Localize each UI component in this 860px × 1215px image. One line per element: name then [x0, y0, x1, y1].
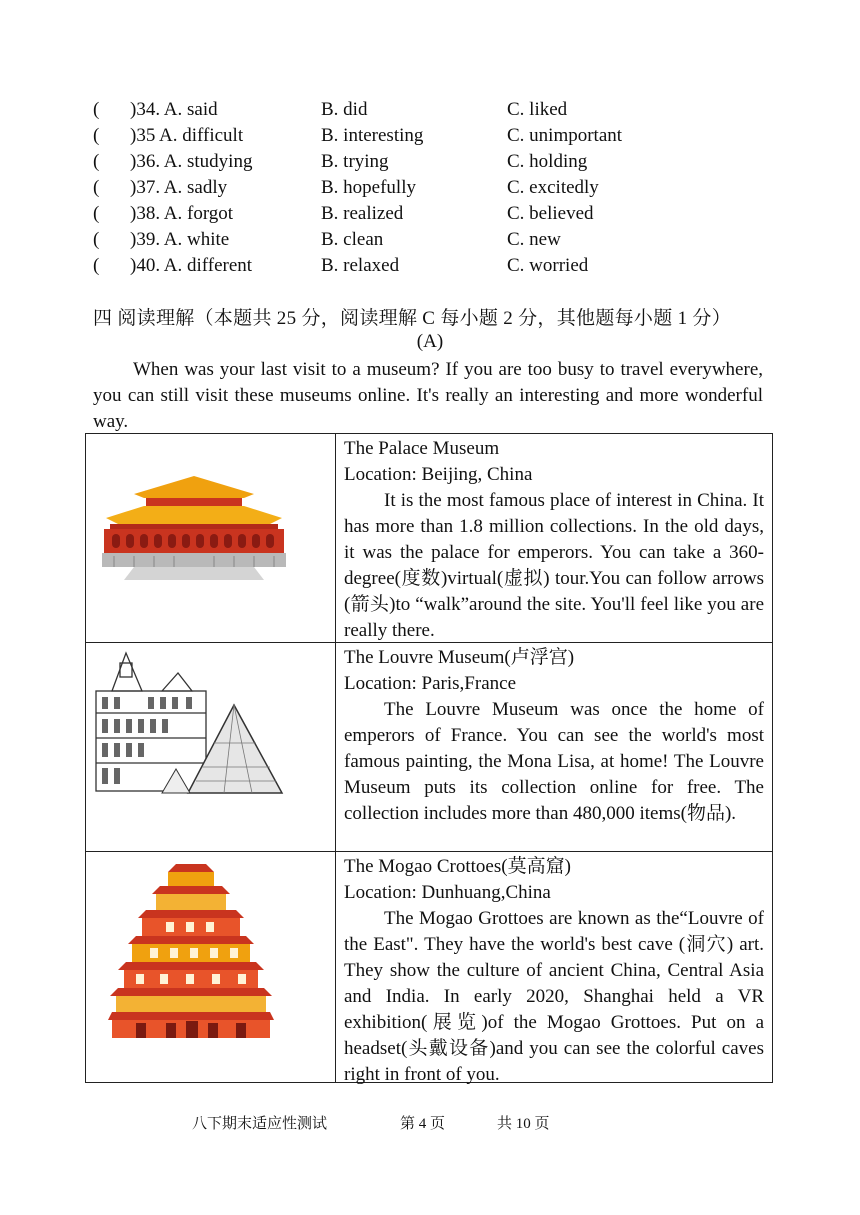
question-row	[93, 123, 793, 149]
option-a: )39. A. white	[130, 229, 230, 250]
question-row	[93, 175, 793, 201]
option-c: C. unimportant	[507, 125, 623, 146]
mogao-grottoes-pagoda-icon	[106, 860, 276, 1040]
option-b: B. trying	[321, 151, 389, 172]
option-c: C. worried	[507, 255, 589, 276]
museum-description: The Louvre Museum was once the home of emperors of France. You can see the world's most famous painting, the Mona Lisa, at home! The Louvre Museum puts its collection online for free. The collection includes more than 480,000 items(物品).	[344, 699, 764, 824]
option-a: )35 A. difficult	[130, 125, 244, 146]
museum-text	[344, 645, 764, 827]
option-b: B. realized	[321, 203, 404, 224]
option-c: C. holding	[507, 151, 588, 172]
question-row	[93, 97, 793, 123]
option-c: C. new	[507, 229, 561, 250]
palace-museum-illustration-icon	[94, 472, 294, 582]
option-b: B. did	[321, 99, 368, 120]
louvre-museum-image	[86, 643, 336, 851]
museum-text	[344, 436, 764, 644]
part-label: (A)	[416, 331, 444, 352]
question-row	[93, 149, 793, 175]
option-c: C. excitedly	[507, 177, 599, 198]
museum-row-mogao	[86, 852, 772, 1085]
option-b: B. clean	[321, 229, 384, 250]
museum-name: The Louvre Museum(卢浮宫)	[344, 647, 575, 668]
option-b: B. interesting	[321, 125, 424, 146]
option-b: B. hopefully	[321, 177, 416, 198]
question-row	[93, 253, 793, 279]
option-a: )37. A. sadly	[130, 177, 228, 198]
museum-name: The Mogao Crottoes(莫高窟)	[344, 856, 571, 877]
museum-location: Location: Dunhuang,China	[344, 882, 551, 903]
test-name: 八下期末适应性测试	[192, 1116, 328, 1132]
answer-blank: (	[93, 125, 100, 146]
question-row	[93, 201, 793, 227]
question-row	[93, 227, 793, 253]
museum-row-palace	[86, 434, 772, 643]
option-a: )34. A. said	[130, 99, 218, 120]
option-b: B. relaxed	[321, 255, 400, 276]
museum-description: It is the most famous place of interest in China. It has more than 1.8 million collections. In the old days, it was the palace for emperors. You can take a 360-degree(度数)virtual(虚拟) tour.You can follow arrows (箭头)to “walk”around the site. You'll feel like you are really there.	[344, 490, 764, 641]
option-a: )38. A. forgot	[130, 203, 234, 224]
section-title: 四 阅读理解（本题共 25 分，阅读理解 C 每小题 2 分，其他题每小题 1 分）	[93, 308, 732, 329]
mogao-grottoes-image	[86, 852, 336, 1082]
option-a: )36. A. studying	[130, 151, 253, 172]
intro-paragraph: When was your last visit to a museum? If you are too busy to travel everywhere, you can still visit these museums online. It's really an interesting and more wonderful way.	[93, 359, 763, 432]
answer-blank: (	[93, 255, 100, 276]
museum-location: Location: Beijing, China	[344, 464, 533, 485]
option-c: C. believed	[507, 203, 594, 224]
louvre-museum-sketch-icon	[92, 643, 292, 803]
answer-blank: (	[93, 99, 100, 120]
museum-text	[344, 854, 764, 1088]
question-list	[93, 97, 793, 279]
total-pages: 共 10 页	[497, 1116, 550, 1132]
answer-blank: (	[93, 229, 100, 250]
answer-blank: (	[93, 203, 100, 224]
answer-blank: (	[93, 177, 100, 198]
option-c: C. liked	[507, 99, 568, 120]
museum-description: The Mogao Grottoes are known as the“Louvre of the East". They have the world's best cave (洞穴) art. They show the culture of ancient China, Central Asia and India. In early 2020, Shanghai held a VR exhibition(展览)of the Mogao Grottoes. Put on a headset(头戴设备)and you can see the colorful caves right in front of you.	[344, 908, 764, 1085]
page-number: 第 4 页	[400, 1116, 446, 1132]
museum-name: The Palace Museum	[344, 438, 500, 459]
museum-location: Location: Paris,France	[344, 673, 517, 694]
palace-museum-image	[86, 434, 336, 642]
answer-blank: (	[93, 151, 100, 172]
option-a: )40. A. different	[130, 255, 253, 276]
museum-table	[85, 433, 773, 1083]
museum-row-louvre	[86, 643, 772, 852]
